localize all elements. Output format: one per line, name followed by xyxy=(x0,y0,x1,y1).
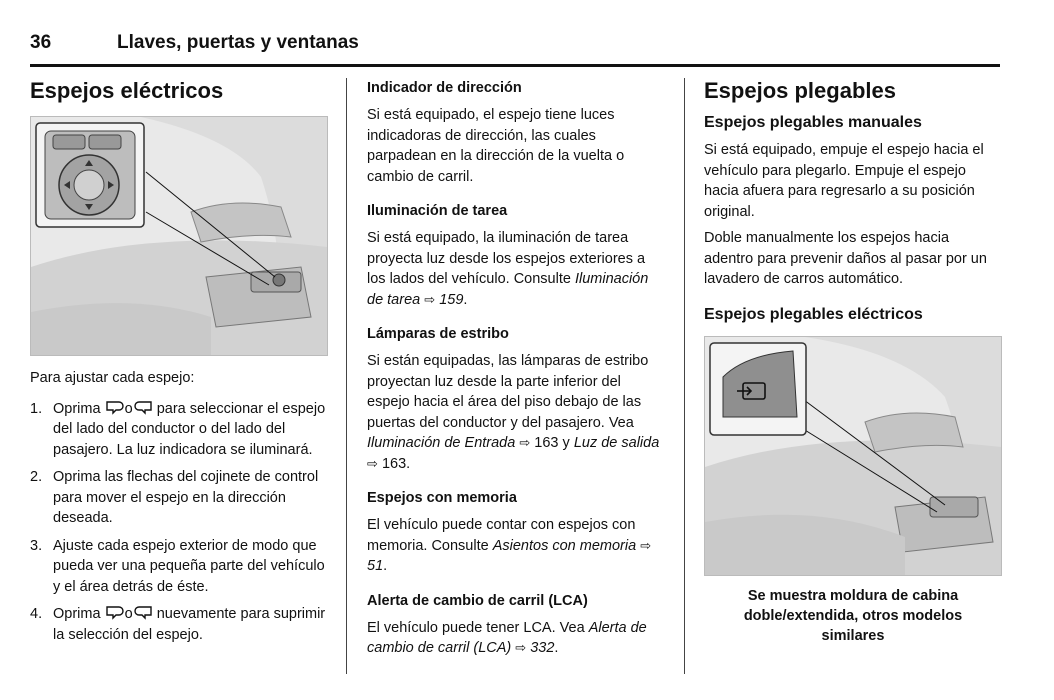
heading-lane-change-alert: Alerta de cambio de carril (LCA) xyxy=(367,592,588,609)
left-mirror-icon xyxy=(105,604,125,620)
page-ref[interactable]: 51 xyxy=(367,558,384,574)
page-ref[interactable]: 163 xyxy=(534,435,559,451)
heading-turn-signal: Indicador de dirección xyxy=(367,80,522,96)
door-panel-illustration xyxy=(705,337,1001,575)
section-title-power-mirrors: Espejos eléctricos xyxy=(30,78,224,103)
step-number: 1. xyxy=(30,400,43,417)
cross-reference-link[interactable]: Iluminación de tarea xyxy=(367,271,649,308)
step-2 xyxy=(30,467,328,529)
column-3 xyxy=(704,76,1002,646)
text-task-light: Si está equipado, la iluminación de tarea proyecta luz desde los espejos exteriores a los lados del vehículo. Consulte Iluminación de tarea ⇨ 159. xyxy=(367,230,649,308)
text-puddle-lamps: Si están equipadas, las lámparas de estribo proyectan luz desde la parte inferior del espejo hacia el área del piso debajo de las puertas del conductor y del pasajero. Vea Iluminación de Entrada ⇨ 163 y Luz de salida ⇨ 163. xyxy=(367,353,660,472)
arrow-icon: ⇨ xyxy=(519,435,531,450)
arrow-icon: ⇨ xyxy=(367,455,378,471)
text-memory-mirrors: El vehículo puede contar con espejos con memoria. Consulte Asientos con memoria ⇨ 51. xyxy=(367,517,652,574)
intro-text: Para ajustar cada espejo: xyxy=(30,370,195,386)
page-ref[interactable]: 159 xyxy=(439,291,464,308)
text-turn-signal: Si está equipado, el espejo tiene luces indicadoras de dirección, las cuales parpadean en la dirección de la vuelta o cambio de carril. xyxy=(367,107,625,185)
folding-switch-figure xyxy=(704,336,1002,576)
step-number: 4. xyxy=(30,606,43,622)
arrow-icon: ⇨ xyxy=(640,537,652,553)
step-text: para seleccionar el espejo del lado del conductor o del lado del pasajero. La luz indicadora se iluminará. xyxy=(53,400,326,458)
cross-reference-link[interactable]: Luz de salida xyxy=(573,435,660,451)
mirror-control-figure xyxy=(30,116,328,356)
step-text: Oprima las flechas del cojinete de control para mover el espejo en la dirección deseada. xyxy=(53,469,319,526)
step-text: o xyxy=(124,400,133,417)
adjust-steps-list xyxy=(30,399,328,646)
column-2 xyxy=(367,76,667,659)
text-lane-change-alert: El vehículo puede tener LCA. Vea Alerta de cambio de carril (LCA) ⇨ 332. xyxy=(367,619,647,656)
text-car-wash: Doble manualmente los espejos hacia adentro para prevenir daños al pasar por un lavadero de carros automático. xyxy=(704,230,987,287)
heading-memory-mirrors: Espejos con memoria xyxy=(367,490,517,506)
column-divider-1 xyxy=(346,78,347,674)
column-1 xyxy=(30,76,328,645)
subheading-manual-folding: Espejos plegables manuales xyxy=(704,114,922,131)
cross-reference-link[interactable]: Iluminación de Entrada xyxy=(367,435,516,451)
step-4 xyxy=(30,604,328,645)
heading-task-light: Iluminación de tarea xyxy=(367,203,508,219)
subheading-power-folding: Espejos plegables eléctricos xyxy=(704,305,923,323)
arrow-icon: ⇨ xyxy=(515,640,527,655)
step-1 xyxy=(30,399,328,461)
page-header xyxy=(30,30,1000,67)
figure-caption: Se muestra moldura de cabina doble/extendida, otros modelos similares xyxy=(743,587,963,644)
step-number: 2. xyxy=(30,469,43,485)
chapter-title: Llaves, puertas y ventanas xyxy=(117,32,359,53)
arrow-icon: ⇨ xyxy=(424,291,436,307)
right-mirror-icon xyxy=(133,399,153,415)
cross-reference-link[interactable]: Asientos con memoria xyxy=(492,537,637,554)
text-manual-folding: Si está equipado, empuje el espejo hacia el vehículo para plegarlo. Empuje el espejo hacia afuera para regresarlo a su posición original. xyxy=(704,142,984,220)
door-panel-illustration xyxy=(31,117,327,355)
column-divider-2 xyxy=(684,78,685,674)
section-title-folding-mirrors: Espejos plegables xyxy=(704,78,896,103)
step-text: Ajuste cada espejo exterior de modo que pueda ver una pequeña parte del vehículo y el área detrás de éste. xyxy=(53,537,325,595)
heading-puddle-lamps: Lámparas de estribo xyxy=(367,326,509,342)
left-mirror-icon xyxy=(105,399,125,415)
step-text: Oprima xyxy=(53,606,101,622)
step-text: o xyxy=(124,606,133,622)
step-3 xyxy=(30,536,328,598)
cross-reference-link[interactable]: Alerta de cambio de carril (LCA) xyxy=(367,619,647,656)
right-mirror-icon xyxy=(133,604,153,620)
page-number: 36 xyxy=(30,32,52,53)
step-number: 3. xyxy=(30,537,43,554)
step-text: Oprima xyxy=(53,400,101,417)
step-text: nuevamente para suprimir la selección del espejo. xyxy=(53,606,326,643)
page-ref[interactable]: 332 xyxy=(530,640,555,656)
page-ref[interactable]: 163 xyxy=(381,455,407,472)
